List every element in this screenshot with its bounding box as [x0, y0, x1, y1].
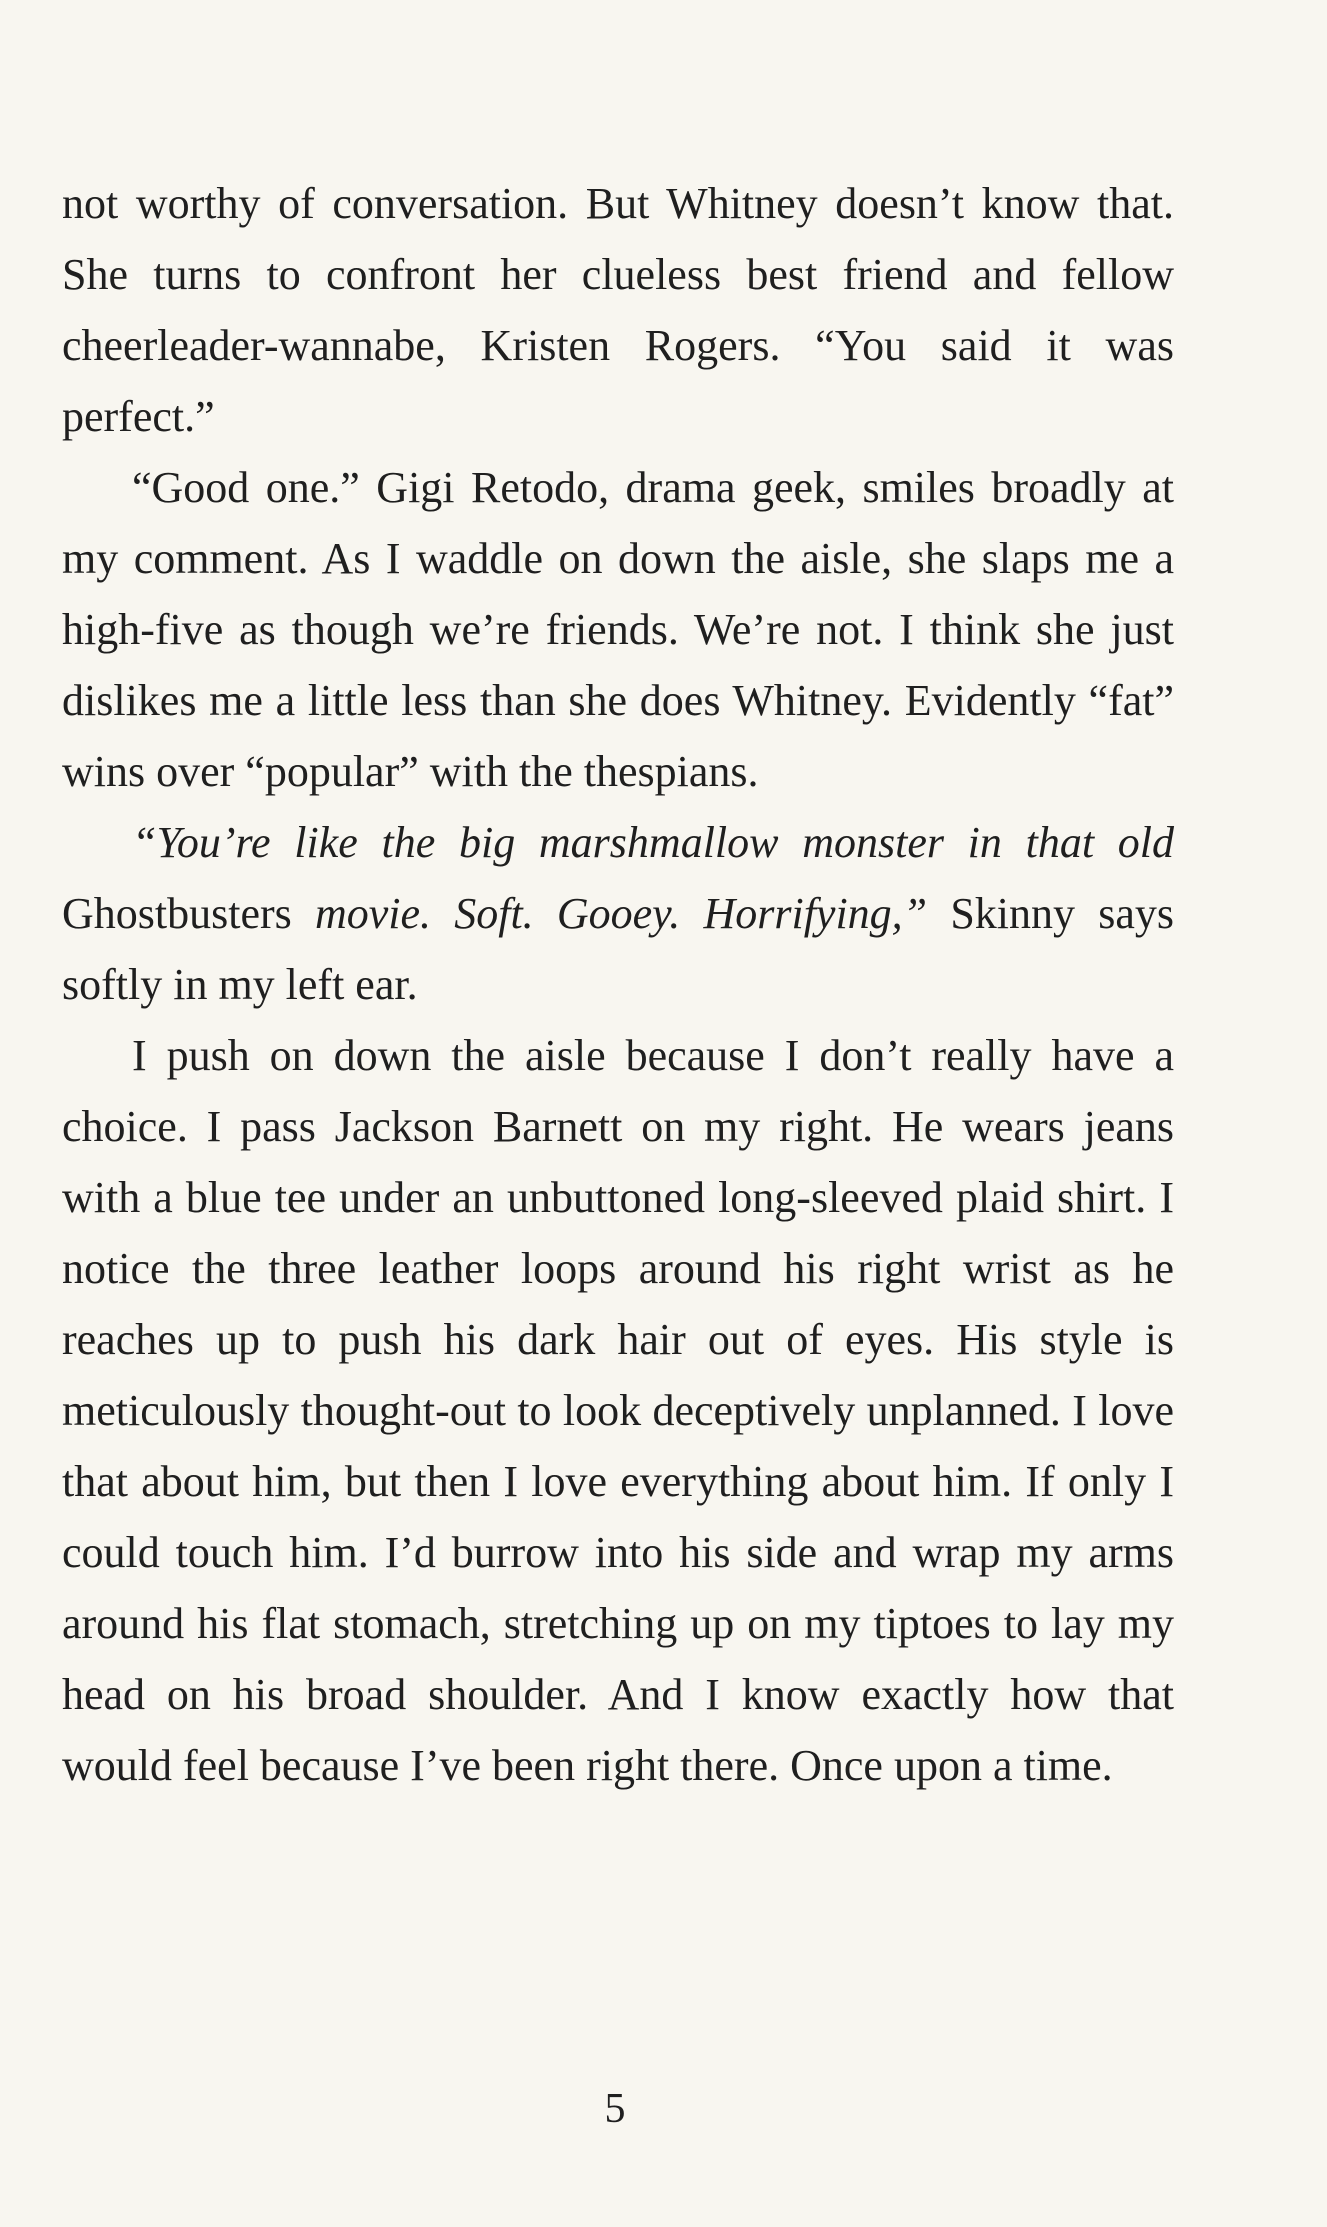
paragraph-3-title-run: Ghostbusters	[62, 889, 292, 938]
paragraph-1-text: not worthy of conversation. But Whitney doesn’t know that. She turns to confront her clueless best friend and fellow cheerleader-wannabe, Kristen Rogers. “You said it was perfect.”	[62, 179, 1174, 441]
paragraph-2-text: “Good one.” Gigi Retodo, drama geek, smiles broadly at my comment. As I waddle on down the aisle, she slaps me a high-five as though we’re friends. We’re not. I think she just dislikes me a little less than she does Whitney. Evidently “fat” wins over “popular” with the thespians.	[62, 463, 1174, 796]
paragraph-4-text: I push on down the aisle because I don’t really have a choice. I pass Jackson Barnett on my right. He wears jeans with a blue tee under an unbuttoned long-sleeved plaid shirt. I notice the three leather loops around his right wrist as he reaches up to push his dark hair out of eyes. His style is meticulously thought-out to look deceptively unplanned. I love that about him, but then I love everything about him. If only I could touch him. I’d burrow into his side and wrap my arms around his flat stomach, stretching up on my tiptoes to lay my head on his broad shoulder. And I know exactly how that would feel because I’ve been right there. Once upon a time.	[62, 1031, 1174, 1790]
body-text	[62, 168, 1174, 1801]
paragraph-3	[62, 807, 1174, 1020]
paragraph-1	[62, 168, 1174, 452]
paragraph-2	[62, 452, 1174, 807]
paragraph-3-italic-run-2: movie. Soft. Gooey. Horrifying,”	[291, 889, 928, 938]
paragraph-3-plain-run: Skinny says softly in my left ear.	[62, 889, 1174, 1009]
paragraph-4	[62, 1020, 1174, 1801]
page-number: 5	[604, 2086, 626, 2132]
paragraph-3-italic-run-1: “You’re like the big marshmallow monster in that old	[132, 818, 1174, 867]
